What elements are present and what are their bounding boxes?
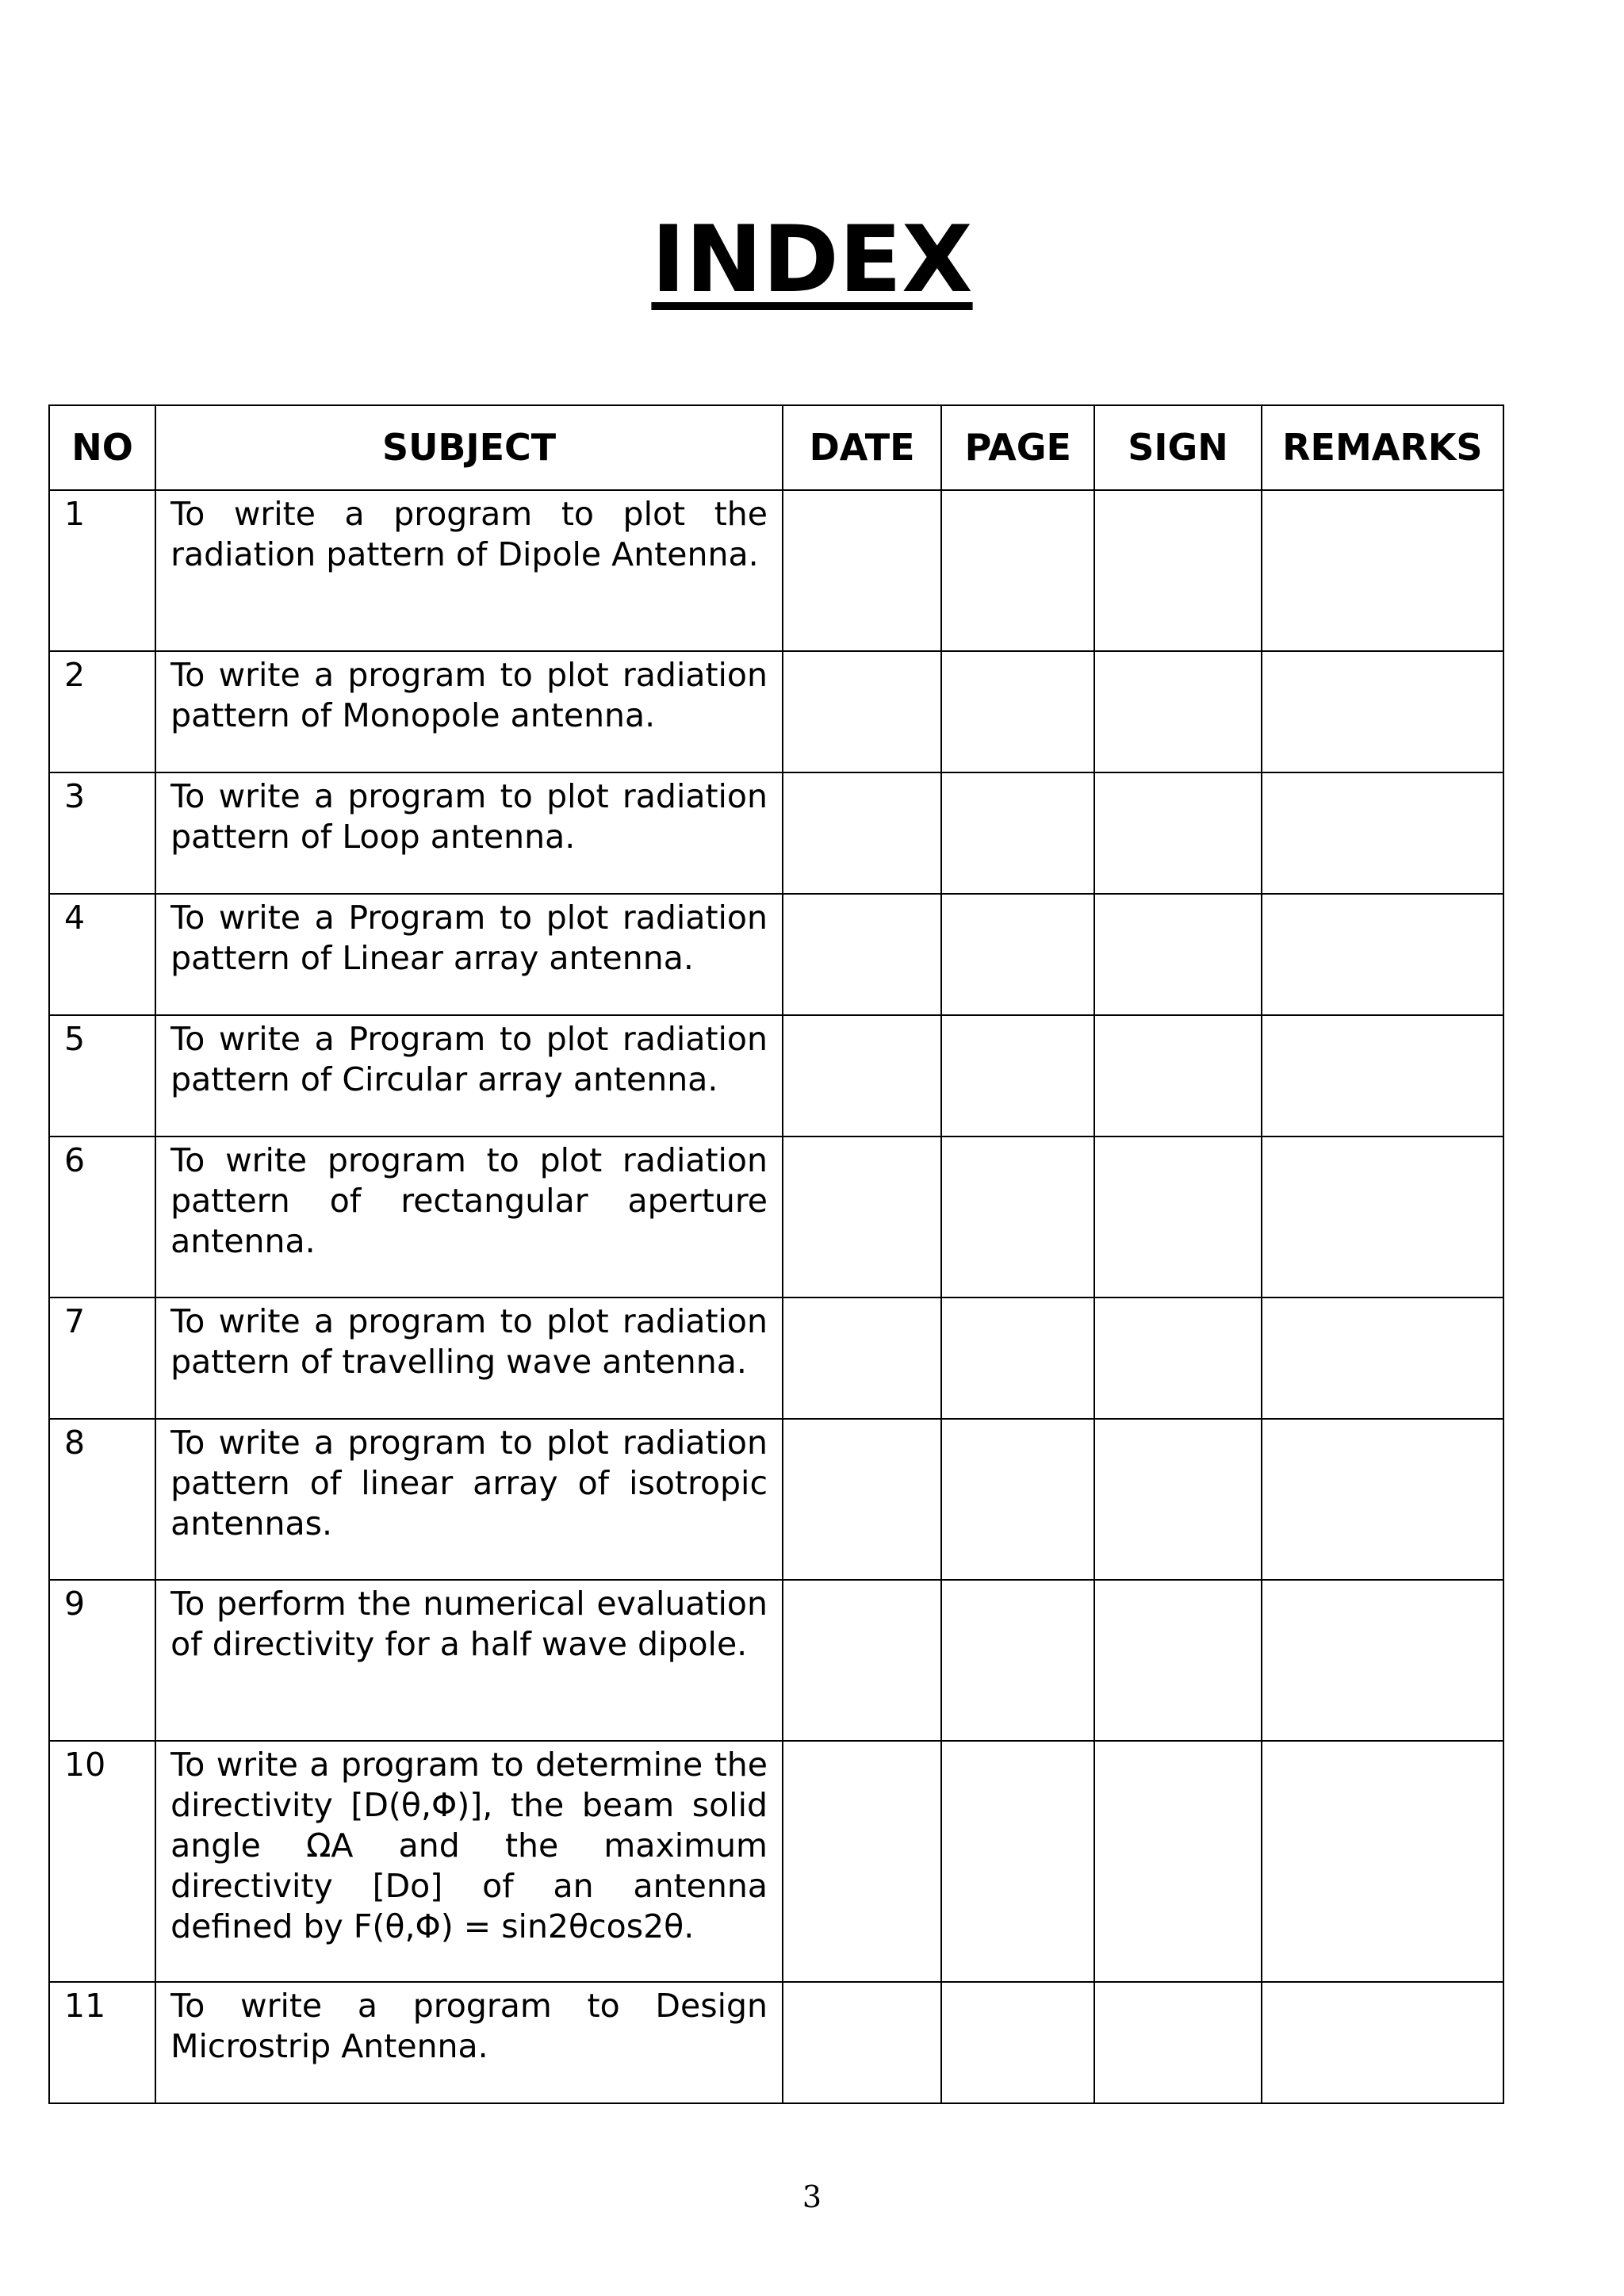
table-row: [49, 1580, 1503, 1741]
row-page: [941, 1015, 1094, 1137]
table-row: [49, 1297, 1503, 1419]
row-page: [941, 894, 1094, 1015]
table-row: [49, 490, 1503, 651]
row-date: [783, 490, 941, 651]
row-sign: [1094, 1419, 1261, 1580]
row-date: [783, 772, 941, 894]
row-page: [941, 772, 1094, 894]
row-subject: To write a program to plot radiation pattern of Monopole antenna.: [155, 651, 783, 772]
header-remarks: REMARKS: [1262, 405, 1503, 490]
page-title: [0, 205, 1624, 316]
row-remarks: [1262, 1580, 1503, 1741]
row-page: [941, 1580, 1094, 1741]
header-date: DATE: [783, 405, 941, 490]
index-table: [48, 404, 1504, 2104]
row-sign: [1094, 1297, 1261, 1419]
page-number: 3: [802, 2179, 822, 2214]
row-remarks: [1262, 1982, 1503, 2103]
header-row: [49, 405, 1503, 490]
table-header: [49, 405, 1503, 490]
row-subject: To write a program to Design Microstrip Antenna.: [155, 1982, 783, 2103]
row-no: 11: [49, 1982, 155, 2103]
row-sign: [1094, 490, 1261, 651]
row-remarks: [1262, 490, 1503, 651]
row-subject: To write a program to plot radiation pattern of linear array of isotropic antennas.: [155, 1419, 783, 1580]
row-date: [783, 1580, 941, 1741]
row-remarks: [1262, 1419, 1503, 1580]
header-subject: SUBJECT: [155, 405, 783, 490]
row-remarks: [1262, 1741, 1503, 1982]
table-row: [49, 1137, 1503, 1297]
row-date: [783, 894, 941, 1015]
row-sign: [1094, 1741, 1261, 1982]
row-date: [783, 1982, 941, 2103]
row-remarks: [1262, 894, 1503, 1015]
row-date: [783, 1137, 941, 1297]
row-no: 8: [49, 1419, 155, 1580]
row-sign: [1094, 1015, 1261, 1137]
page-title-text: INDEX: [651, 206, 973, 313]
row-page: [941, 1982, 1094, 2103]
row-subject: To write a program to plot radiation pattern of Loop antenna.: [155, 772, 783, 894]
table-row: [49, 651, 1503, 772]
row-no: 4: [49, 894, 155, 1015]
row-subject: To write a Program to plot radiation pattern of Linear array antenna.: [155, 894, 783, 1015]
row-date: [783, 651, 941, 772]
header-no: NO: [49, 405, 155, 490]
row-no: 6: [49, 1137, 155, 1297]
row-sign: [1094, 1580, 1261, 1741]
row-page: [941, 1137, 1094, 1297]
row-date: [783, 1419, 941, 1580]
row-sign: [1094, 651, 1261, 772]
row-page: [941, 1419, 1094, 1580]
table-row: [49, 772, 1503, 894]
row-no: 7: [49, 1297, 155, 1419]
row-date: [783, 1741, 941, 1982]
row-date: [783, 1297, 941, 1419]
row-page: [941, 1741, 1094, 1982]
row-subject: To write a Program to plot radiation pattern of Circular array antenna.: [155, 1015, 783, 1137]
row-sign: [1094, 894, 1261, 1015]
row-no: 10: [49, 1741, 155, 1982]
row-page: [941, 1297, 1094, 1419]
table-row: [49, 1419, 1503, 1580]
row-remarks: [1262, 1137, 1503, 1297]
row-sign: [1094, 772, 1261, 894]
table-row: [49, 1982, 1503, 2103]
row-sign: [1094, 1982, 1261, 2103]
row-no: 9: [49, 1580, 155, 1741]
row-page: [941, 651, 1094, 772]
row-remarks: [1262, 1015, 1503, 1137]
row-remarks: [1262, 1297, 1503, 1419]
row-subject: To write a program to plot radiation pattern of travelling wave antenna.: [155, 1297, 783, 1419]
row-remarks: [1262, 651, 1503, 772]
row-subject: To write program to plot radiation pattern of rectangular aperture antenna.: [155, 1137, 783, 1297]
table-body: [49, 490, 1503, 2103]
row-remarks: [1262, 772, 1503, 894]
header-page: PAGE: [941, 405, 1094, 490]
row-no: 5: [49, 1015, 155, 1137]
row-subject: To write a program to determine the directivity [D(θ,Φ)], the beam solid angle ΩA and the maximum directivity [Do] of an antenna defined by F(θ,Φ) = sin2θcos2θ.: [155, 1741, 783, 1982]
row-no: 1: [49, 490, 155, 651]
row-subject: To write a program to plot the radiation pattern of Dipole Antenna.: [155, 490, 783, 651]
table-row: [49, 1015, 1503, 1137]
row-no: 2: [49, 651, 155, 772]
table-row: [49, 894, 1503, 1015]
table-row: [49, 1741, 1503, 1982]
row-subject: To perform the numerical evaluation of directivity for a half wave dipole.: [155, 1580, 783, 1741]
row-date: [783, 1015, 941, 1137]
header-sign: SIGN: [1094, 405, 1261, 490]
row-no: 3: [49, 772, 155, 894]
row-page: [941, 490, 1094, 651]
row-sign: [1094, 1137, 1261, 1297]
